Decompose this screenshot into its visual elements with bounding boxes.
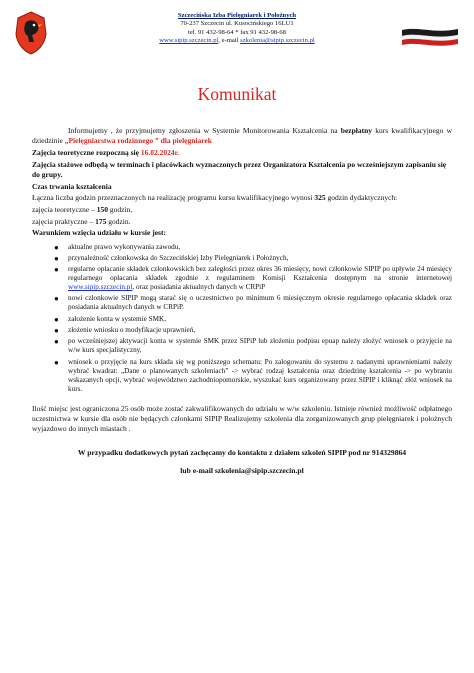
list-item-text: aktualne prawo wykonywania zawodu, — [68, 242, 181, 251]
duration-heading: Czas trwania kształcenia — [32, 181, 112, 191]
start-date: 16.02.2024r. — [140, 147, 180, 157]
announcement-body — [32, 126, 452, 478]
duration-total — [32, 193, 452, 203]
page-title: Komunikat — [197, 84, 277, 104]
list-item-text: regularne opłacanie składek członkowskich bez zaległości przez okres 36 miesięcy, nowi członkowie SIPIP po upływie 24 miesięcy regularnego opłacania składek zgodnie z regulaminem Komisji Kształcenia dostępnym na stronie internetowej — [68, 265, 452, 283]
list-item — [54, 265, 452, 292]
list-item-text: po wcześniejszej aktywacji konta w systemie SMK przez SIPiP lub złożeniu podpisu epuap należy złożyć wniosek o przyjęcie na w/w kurs specjalistyczny, — [68, 337, 452, 355]
bullet-icon: ● — [54, 242, 59, 252]
bullet-icon: ● — [54, 294, 59, 304]
theory-hours: 150 — [96, 204, 108, 214]
bullet-icon: ● — [54, 253, 59, 263]
contact-line-1: W przypadku dodatkowych pytań zachęcamy do kontaktu z działem szkoleń SIPIP pod nr 914329864 — [77, 448, 407, 458]
organization-address: 70-237 Szczecin ul. Kusocińskiego 16LU1 — [180, 20, 294, 28]
organization-name: Szczecińska Izba Pielęgniarek i Położnych — [177, 12, 297, 19]
organization-contacts — [120, 37, 354, 45]
conditions-list — [32, 243, 452, 394]
theory-label: zajęcia teoretyczne – — [32, 204, 97, 214]
course-name: „Pielęgniarstwa rodzinnego ” dla pielęgniarek — [64, 136, 212, 146]
contact-line-2: lub e-mail szkolenia@sipip.szczecin.pl — [180, 466, 304, 476]
bullet-icon: ● — [54, 337, 59, 347]
list-item — [54, 253, 452, 263]
regional-flag-icon — [400, 26, 460, 48]
duration-theory — [32, 205, 452, 215]
bullet-icon: ● — [54, 357, 59, 367]
duration-total-text: Łączna liczba godzin przeznaczonych na realizację programu kursu kwalifikacyjnego wynosi — [32, 193, 315, 203]
theory-unit: godzin, — [108, 204, 133, 214]
start-date-line — [32, 148, 452, 158]
regulations-link[interactable]: www.sipip.szczecin.pl — [68, 283, 133, 292]
bullet-icon: ● — [54, 314, 59, 324]
practice-unit: godzin. — [106, 216, 131, 226]
list-item-text-tail: , oraz posiadania aktualnych danych w CRPiP — [132, 283, 266, 292]
duration-total-hours: 325 — [314, 193, 326, 203]
duration-practice — [32, 217, 452, 227]
letterhead — [0, 0, 474, 70]
free-label: bezpłatny — [340, 126, 373, 135]
email-label: , e-mail — [218, 37, 239, 45]
start-label: Zajęcia teoretyczne rozpoczną się — [32, 147, 141, 157]
bullet-icon: ● — [54, 265, 59, 275]
duration-total-text-2: godzin dydaktycznych: — [325, 193, 398, 203]
intro-text: Informujemy , że przyjmujemy zgłoszenia w Systemie Monitorowania Kształcenia na — [68, 126, 341, 135]
website-link[interactable]: www.sipip.szczecin.pl — [159, 37, 219, 45]
list-item — [54, 326, 452, 336]
email-link[interactable]: szkolenia@sipip.szczecin.pl — [240, 37, 315, 45]
conditions-heading: Warunkiem wzięcia udziału w kursie jest: — [32, 228, 166, 238]
list-item-text: przynależność członkowska do Szczecińskiej Izby Pielęgniarek i Położnych, — [68, 253, 289, 262]
letterhead-text — [120, 12, 354, 46]
intro-text-2: kurs kwalifikacyjnego w dziedzinie — [32, 126, 452, 146]
list-item — [54, 242, 452, 252]
list-item — [54, 314, 452, 324]
practice-info: Zajęcia stażowe odbędą w terminach i placówkach wyznaczonych przez Organizatora Kształcenia po wcześniejszym zapisaniu się do grupy. — [32, 159, 447, 179]
limits-paragraph: Ilość miejsc jest ograniczona 25 osób może zostać zakwalifikowanych do udziału w w/w szkoleniu. Istnieje również możliwość odpłatnego uczestnictwa w kursie dla osób nie będących członkami SIPIP Realizujemy szkolenia dla zorganizowanych grup pielęgniarek i położnych wyjazdowo do innych miastach . — [32, 403, 452, 434]
practice-hours: 175 — [95, 216, 107, 226]
practice-label: zajęcia praktyczne – — [32, 216, 96, 226]
list-item-text: złożenie wniosku o modyfikacje uprawnień, — [68, 326, 196, 335]
list-item — [54, 294, 452, 312]
list-item — [54, 357, 452, 394]
list-item-text: wniosek o przyjęcie na kurs składa się wg poniższego schematu: Po zalogowaniu do systemu z nadanymi uprawnieniami należy wybrać kwadrat: „Dane o planowanych szkoleniach” -> wybrać rodzaj kształcenia oraz dziedzinę kształcenia -> po wybraniu wskazanych opcji, wybrać województwo zachodniopomorskie, wyszukać kurs organizowany przez SIPIP i kliknąć złóż wniosek na kurs. — [68, 357, 452, 393]
list-item — [54, 337, 452, 355]
intro-paragraph — [32, 126, 452, 146]
list-item-text: nowi członkowie SIPIP mogą starać się o uczestnictwo po minimum 6 miesięcznym okresie regularnego opłacania składek oraz posiadania aktualnych danych w CRPiP. — [68, 294, 452, 312]
organization-phone: tel. 91 432-98-64 * fax 91 432-98-68 — [188, 28, 286, 36]
list-item-text: założenie konta w systemie SMK, — [68, 314, 167, 323]
griffin-crest-icon — [14, 10, 48, 56]
bullet-icon: ● — [54, 326, 59, 336]
